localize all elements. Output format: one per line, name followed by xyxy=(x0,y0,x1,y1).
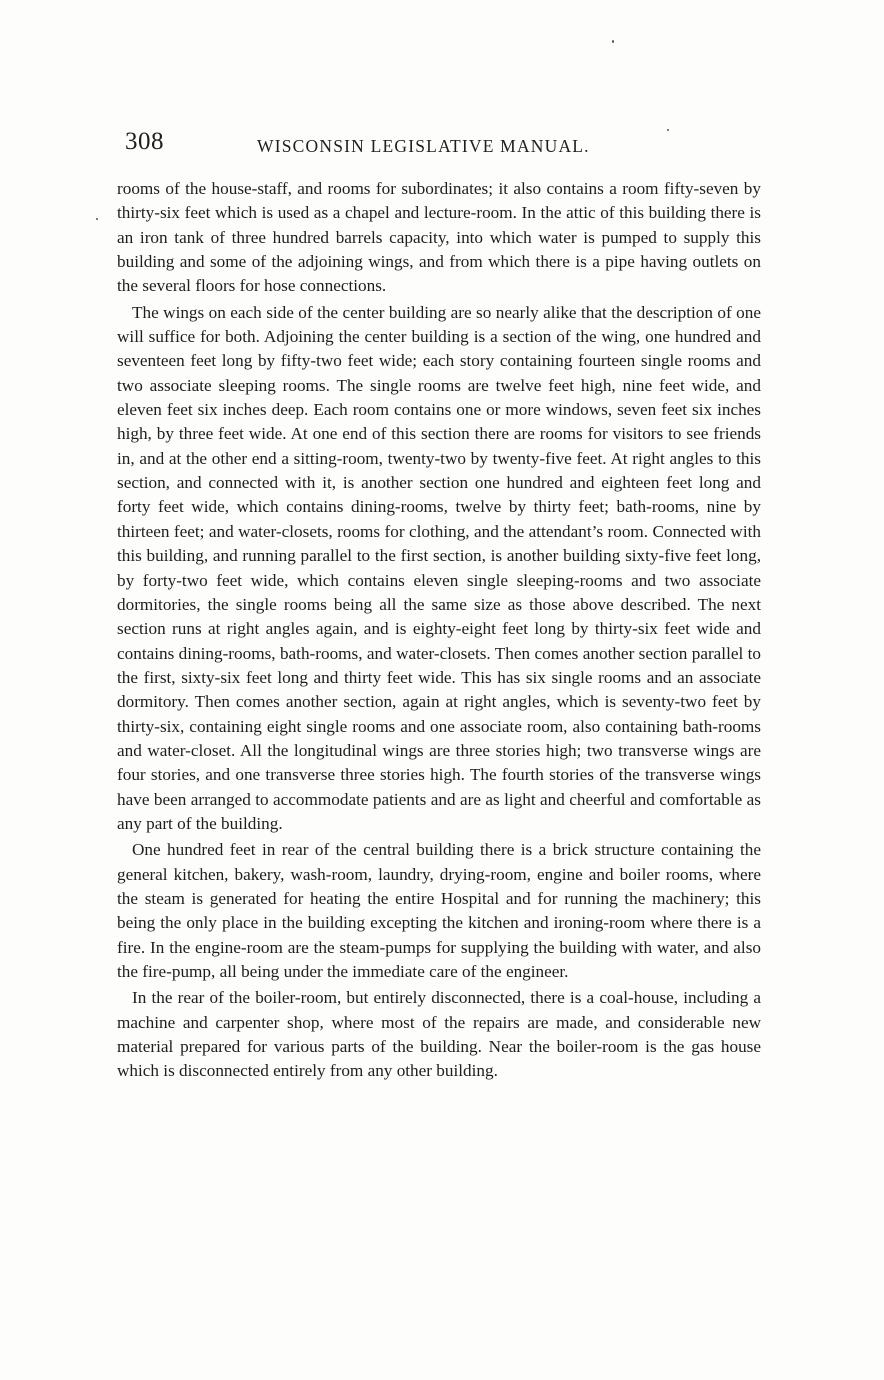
paper-speck xyxy=(96,218,98,220)
running-head xyxy=(125,128,645,164)
paper-speck xyxy=(667,129,669,131)
paragraph-coal-house: In the rear of the boiler-room, but entirely disconnected, there is a coal-house, including a machine and carpenter shop, where most of the repairs are made, and considerable new material prepared for various parts of the building. Near the boiler-room is the gas house which is disconnected entirely from any other building. xyxy=(117,988,761,1081)
paragraph-kitchen-building: One hundred feet in rear of the central building there is a brick structure containing the general kitchen, bakery, wash-room, laundry, drying-room, engine and boiler rooms, where the steam is generated for heating the entire Hospital and for running the machinery; this being the only place in the building excepting the kitchen and ironing-room where there is a fire. In the engine-room are the steam-pumps for supplying the building with water, and also the fire-pump, all being under the immediate care of the engineer. xyxy=(117,840,761,981)
page-number: 308 xyxy=(125,128,164,155)
paper-speck xyxy=(612,40,614,43)
body-text xyxy=(117,177,761,1084)
paragraph-wings: The wings on each side of the center building are so nearly alike that the description of one will suffice for both. Adjoining the center building is a section of the wing, one hundred and seventeen feet long by fifty-two feet wide; each story containing fourteen single rooms and two associate sleeping rooms. The single rooms are twelve feet high, nine feet wide, and eleven feet six inches deep. Each room contains one or more windows, seven feet six inches high, by three feet wide. At one end of this section there are rooms for visitors to see friends in, and at the other end a sitting-room, twenty-two by twenty-five feet. At right angles to this section, and connected with it, is another section one hundred and eighteen feet long and forty feet wide, which contains dining-rooms, twelve by thirty feet; bath-rooms, nine by thirteen feet; and water-closets, rooms for clothing, and the attendant’s room. Connected with this building, and running parallel to the first section, is another building sixty-five feet long, by forty-two feet wide, which contains eleven single sleeping-rooms and two associate dormitories, the single rooms being all the same size as those above described. The next section runs at right angles again, and is eighty-eight feet long by thirty-six feet wide and contains dining-rooms, bath-rooms, and water-closets. Then comes another section parallel to the first, sixty-six feet long and thirty feet wide. This has six single rooms and an associate dormitory. Then comes another section, again at right angles, which is seventy-two feet by thirty-six, containing eight single rooms and one associate room, also containing bath-rooms and water-closet. All the longitudinal wings are three stories high; two transverse wings are four stories, and one transverse three stories high. The fourth stories of the transverse wings have been arranged to accommodate patients and are as light and cheerful and comfortable as any part of the building. xyxy=(117,302,761,833)
paragraph-continued: rooms of the house-staff, and rooms for subordinates; it also contains a room fifty-seven by thirty-six feet which is used as a chapel and lecture-room. In the attic of this building there is an iron tank of three hundred barrels capacity, into which water is pumped to supply this building and some of the adjoining wings, and from which there is a pipe having outlets on the several floors for hose connections. xyxy=(117,179,761,296)
running-title: WISCONSIN LEGISLATIVE MANUAL. xyxy=(257,136,590,156)
